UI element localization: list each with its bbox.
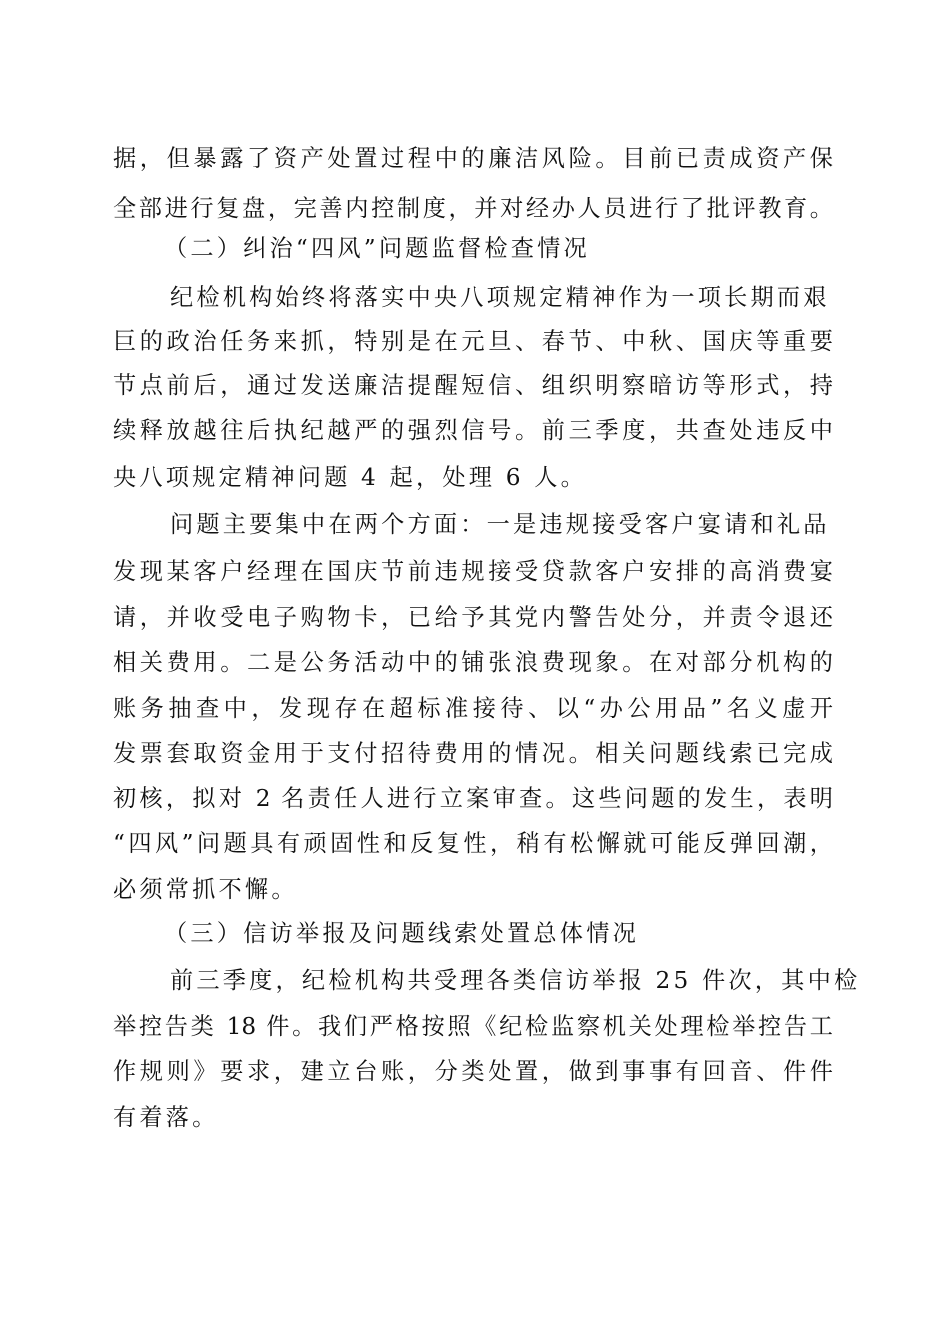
paragraph-line: 全部进行复盘，完善内控制度，并对经办人员进行了批评教育。 bbox=[113, 195, 833, 222]
paragraph-line: 发票套取资金用于支付招待费用的情况。相关问题线索已完成 bbox=[113, 740, 833, 767]
paragraph-line: 巨的政治任务来抓，特别是在元旦、春节、中秋、国庆等重要 bbox=[113, 328, 833, 355]
paragraph-line: 前三季度，纪检机构共受理各类信访举报 25 件次，其中检 bbox=[170, 967, 861, 994]
paragraph-line: 必须常抓不懈。 bbox=[113, 876, 298, 903]
paragraph-line: 据，但暴露了资产处置过程中的廉洁风险。目前已责成资产保 bbox=[113, 145, 833, 172]
paragraph-line: 有着落。 bbox=[113, 1104, 219, 1131]
paragraph-line: 请，并收受电子购物卡，已给予其党内警告处分，并责令退还 bbox=[113, 604, 833, 631]
paragraph-line: 相关费用。二是公务活动中的铺张浪费现象。在对部分机构的 bbox=[113, 649, 833, 676]
paragraph-line: “四风”问题具有顽固性和反复性，稍有松懈就可能反弹回潮， bbox=[113, 830, 833, 857]
paragraph-line: 发现某客户经理在国庆节前违规接受贷款客户安排的高消费宴 bbox=[113, 558, 833, 585]
paragraph-line: 问题主要集中在两个方面：一是违规接受客户宴请和礼品 bbox=[170, 511, 830, 538]
paragraph-line: 初核，拟对 2 名责任人进行立案审查。这些问题的发生，表明 bbox=[113, 785, 833, 812]
paragraph-line: 节点前后，通过发送廉洁提醒短信、组织明察暗访等形式，持 bbox=[113, 372, 833, 399]
paragraph-line: 举控告类 18 件。我们严格按照《纪检监察机关处理检举控告工 bbox=[113, 1013, 833, 1040]
paragraph-line: 作规则》要求，建立台账，分类处置，做到事事有回音、件件 bbox=[113, 1058, 833, 1085]
paragraph-line: 账务抽查中，发现存在超标准接待、以“办公用品”名义虚开 bbox=[113, 695, 833, 722]
paragraph-line: 央八项规定精神问题 4 起，处理 6 人。 bbox=[113, 464, 587, 491]
section-heading-3: （三）信访举报及问题线索处置总体情况 bbox=[164, 920, 639, 947]
section-heading-2: （二）纠治“四风”问题监督检查情况 bbox=[164, 235, 590, 262]
paragraph-line: 续释放越往后执纪越严的强烈信号。前三季度，共查处违反中 bbox=[113, 417, 833, 444]
paragraph-line: 纪检机构始终将落实中央八项规定精神作为一项长期而艰 bbox=[170, 284, 830, 311]
